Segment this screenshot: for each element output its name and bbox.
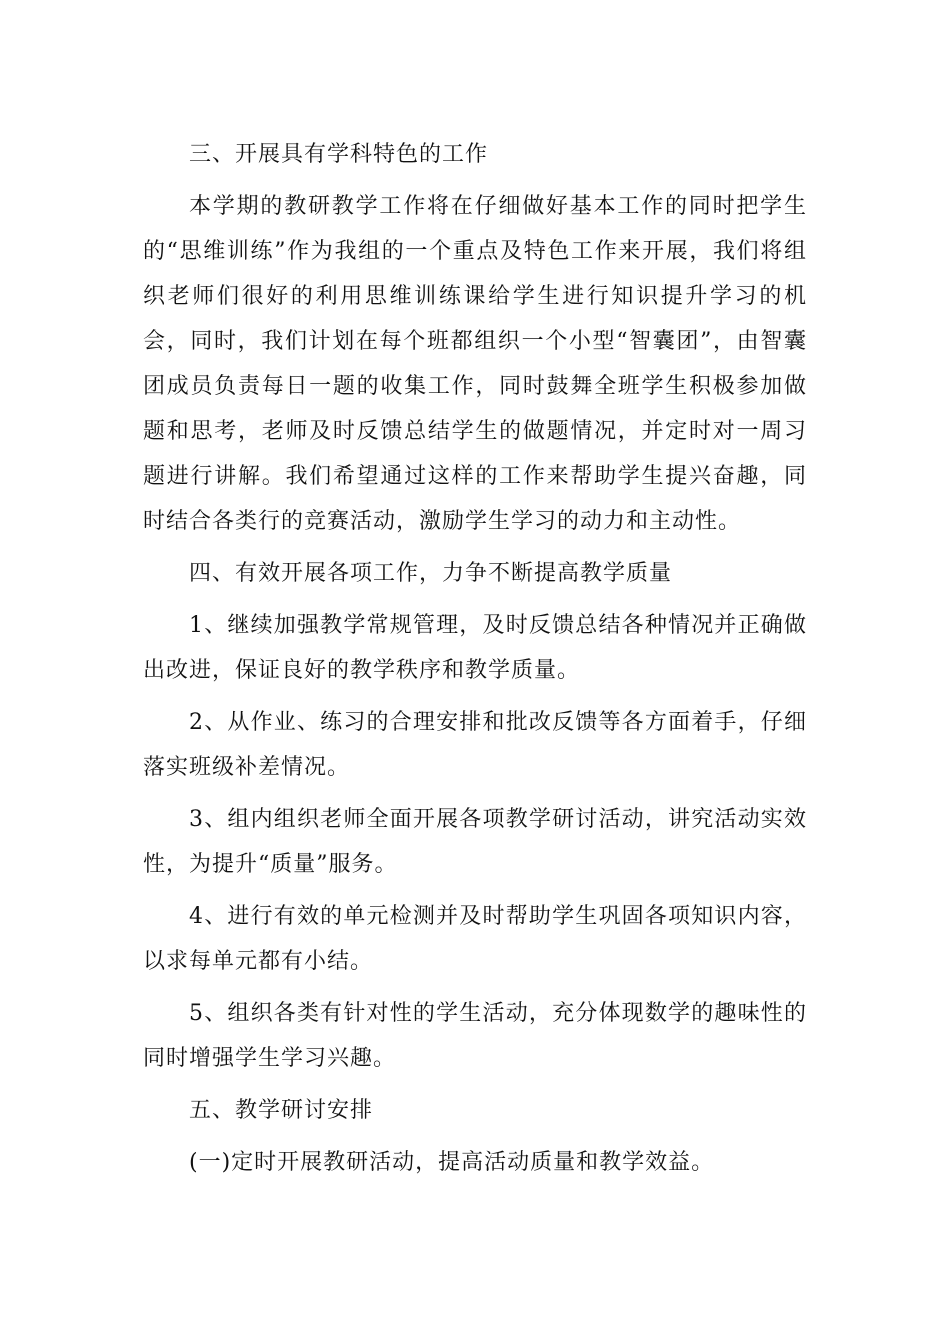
section-heading-4: 四、有效开展各项工作，力争不断提高教学质量 [189,561,673,586]
list-item-4-1: 1、继续加强教学常规管理，及时反馈总结各种情况并正确做出改进，保证良好的教学秩序和教学质量。 [143,613,807,683]
list-item-4-3: 3、组内组织老师全面开展各项教学研讨活动，讲究活动实效性，为提升“质量”服务。 [143,807,807,877]
list-item-4-4: 4、进行有效的单元检测并及时帮助学生巩固各项知识内容，以求每单元都有小结。 [143,904,807,974]
list-item-4-5: 5、组织各类有针对性的学生活动，充分体现数学的趣味性的同时增强学生学习兴趣。 [143,1001,807,1071]
section-heading-5: 五、教学研讨安排 [189,1098,374,1123]
section-heading-3: 三、开展具有学科特色的工作 [189,142,489,167]
list-item-5-1: (一)定时开展教研活动，提高活动质量和教学效益。 [189,1150,715,1175]
list-item-4-2: 2、从作业、练习的合理安排和批改反馈等各方面着手，仔细落实班级补差情况。 [143,710,807,780]
section-paragraph-3: 本学期的教研教学工作将在仔细做好基本工作的同时把学生的“思维训练”作为我组的一个重点及特色工作来开展，我们将组织老师们很好的利用思维训练课给学生进行知识提升学习的机会，同时，我们计划在每个班都组织一个小型“智囊团”，由智囊团成员负责每日一题的收集工作，同时鼓舞全班学生积极参加做题和思考，老师及时反馈总结学生的做题情况，并定时对一周习题进行讲解。我们希望通过这样的工作来帮助学生提兴奋趣，同时结合各类行的竞赛活动，激励学生学习的动力和主动性。 [143,194,807,534]
document-body [143,132,807,1192]
